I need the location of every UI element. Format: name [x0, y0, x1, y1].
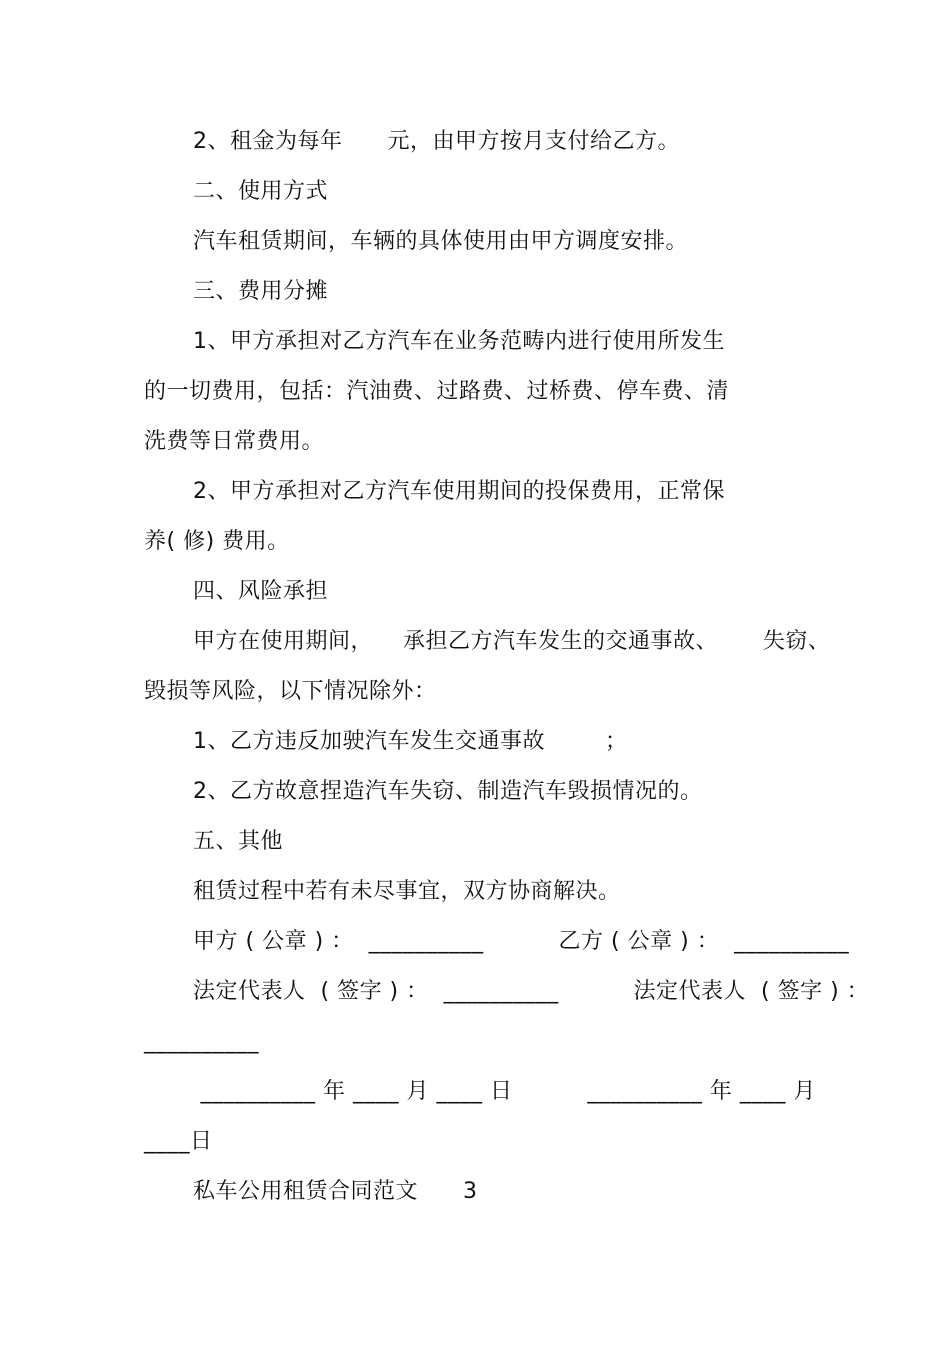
date-line-continued: ____日	[144, 1129, 213, 1154]
cost-clause-1-line-3: 洗费等日常费用。	[144, 429, 325, 454]
other-paragraph: 租赁过程中若有未尽事宜，双方协商解决。	[193, 879, 621, 904]
cost-clause-2-line-2: 养( 修) 费用。	[144, 529, 290, 554]
section-heading-other: 五、其他	[193, 829, 284, 854]
signature-blank: __________	[144, 1029, 259, 1054]
cost-clause-2-line-1: 2、甲方承担对乙方汽车使用期间的投保费用，正常保	[193, 479, 725, 504]
cost-clause-1-line-1: 1、甲方承担对乙方汽车在业务范畴内进行使用所发生	[193, 329, 725, 354]
risk-exception-2: 2、乙方故意捏造汽车失窃、制造汽车毁损情况的。	[193, 779, 703, 804]
representative-signature-line: 法定代表人 ( 签字 ) ： __________ 法定代表人 ( 签字 ) ：	[193, 979, 870, 1004]
section-heading-usage: 二、使用方式	[193, 179, 329, 204]
risk-paragraph-line-1: 甲方在使用期间， 承担乙方汽车发生的交通事故、 失窃、	[193, 629, 831, 654]
section-heading-risk: 四、风险承担	[193, 579, 329, 604]
usage-paragraph: 汽车租赁期间，车辆的具体使用由甲方调度安排。	[193, 229, 689, 254]
rent-clause: 2、租金为每年 元，由甲方按月支付给乙方。	[193, 129, 680, 154]
next-contract-title: 私车公用租赁合同范文 3	[193, 1179, 478, 1204]
date-line: __________ 年 ____ 月 ____ 日 __________ 年 ____ 月	[193, 1079, 816, 1104]
risk-paragraph-line-2: 毁损等风险，以下情况除外：	[144, 679, 437, 704]
party-seal-line: 甲方 ( 公章 ) ： __________ 乙方 ( 公章 ) ： __________	[193, 929, 850, 954]
risk-exception-1: 1、乙方违反加驶汽车发生交通事故 ；	[193, 729, 628, 754]
cost-clause-1-line-2: 的一切费用，包括：汽油费、过路费、过桥费、停车费、清	[144, 379, 730, 404]
section-heading-costs: 三、费用分摊	[193, 279, 329, 304]
